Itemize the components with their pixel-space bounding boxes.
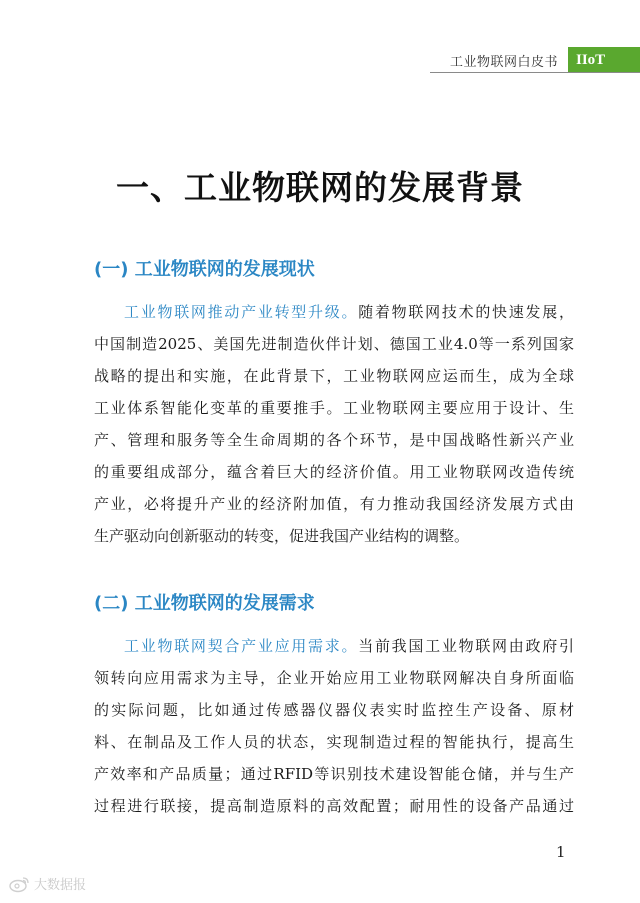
section-1-paragraph [94, 296, 574, 552]
paragraph-line: 工业体系智能化变革的重要推手。工业物联网主要应用于设计、生 [94, 399, 574, 417]
paragraph-line: 战略的提出和实施，在此背景下，工业物联网应运而生，成为全球 [94, 367, 574, 385]
header-rule [430, 72, 640, 73]
paragraph-line: 产业，必将提升产业的经济附加值，有力推动我国经济发展方式由 [94, 495, 574, 513]
section-heading-2: (二) 工业物联网的发展需求 [94, 593, 315, 614]
page-number: 1 [556, 843, 566, 861]
paragraph-line: 产、管理和服务等全生命周期的各个环节，是中国战略性新兴产业 [94, 431, 574, 449]
watermark [8, 874, 86, 893]
paragraph-lead: 工业物联网推动产业转型升级。 [124, 303, 359, 321]
weibo-icon [8, 875, 30, 893]
header-badge: IIoT [568, 47, 640, 73]
paragraph-line: 生产驱动向创新驱动的转变，促进我国产业结构的调整。 [94, 527, 470, 545]
paragraph-line: 工业物联网契合产业应用需求。当前我国工业物联网由政府引 [124, 637, 574, 655]
paragraph-line: 过程进行联接，提高制造原料的高效配置；耐用性的设备产品通过 [94, 797, 574, 815]
chapter-title: 一、工业物联网的发展背景 [116, 168, 524, 207]
paragraph-line: 工业物联网推动产业转型升级。随着物联网技术的快速发展， [124, 303, 574, 321]
section-2-paragraph [94, 630, 574, 822]
paragraph-line: 领转向应用需求为主导，企业开始应用工业物联网解决自身所面临 [94, 669, 574, 687]
page-header [450, 47, 640, 73]
header-title: 工业物联网白皮书 [449, 54, 558, 70]
watermark-text: 大数据报 [34, 878, 87, 893]
paragraph-line: 产效率和产品质量；通过RFID等识别技术建设智能仓储，并与生产 [94, 765, 574, 783]
paragraph-line: 的实际问题，比如通过传感器仪器仪表实时监控生产设备、原材 [94, 701, 574, 719]
paragraph-lead: 工业物联网契合产业应用需求。 [124, 637, 359, 655]
paragraph-line: 料、在制品及工作人员的状态，实现制造过程的智能执行，提高生 [94, 733, 574, 751]
paragraph-line: 中国制造2025、美国先进制造伙伴计划、德国工业4.0等一系列国家 [94, 335, 574, 353]
paragraph-line: 的重要组成部分，蕴含着巨大的经济价值。用工业物联网改造传统 [94, 463, 574, 481]
section-heading-1: (一) 工业物联网的发展现状 [94, 259, 315, 280]
